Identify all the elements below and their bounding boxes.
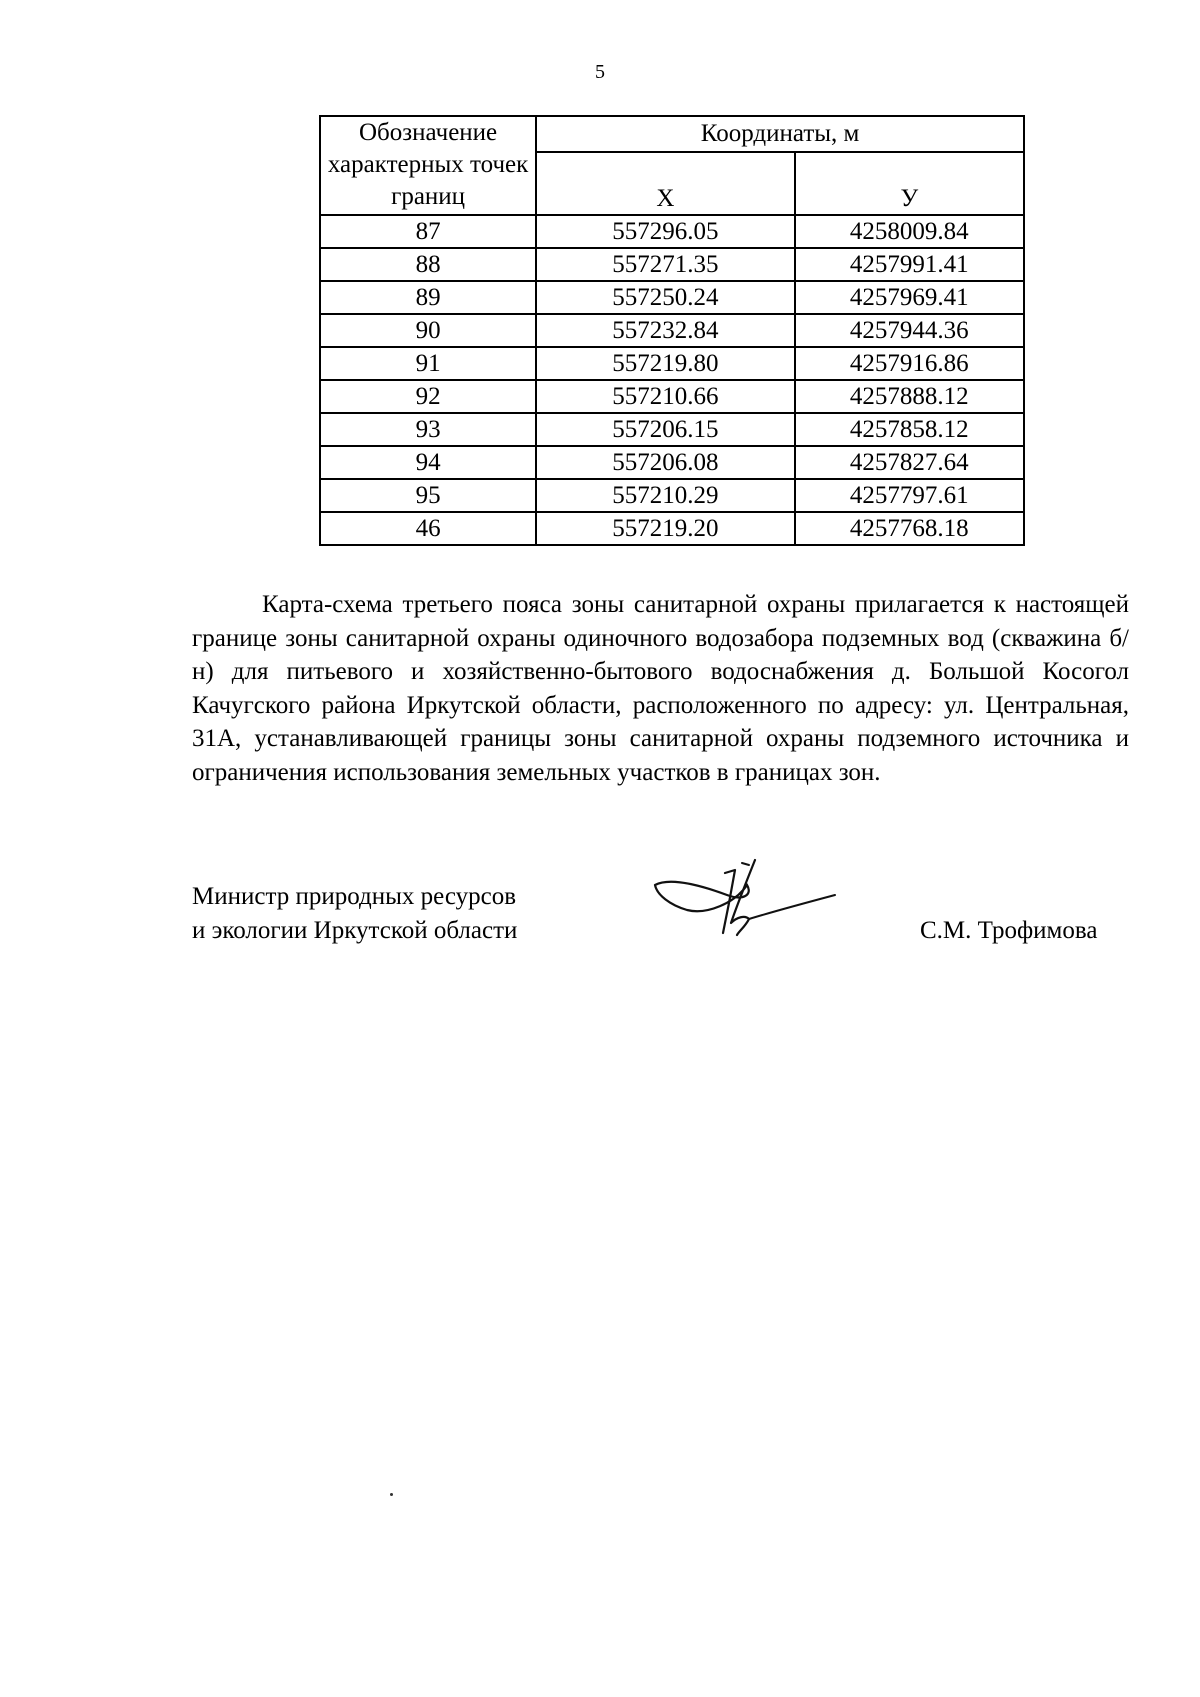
cell-y: 4257944.36 (795, 314, 1024, 347)
table-header-row (320, 116, 1024, 152)
table-row (320, 479, 1024, 512)
cell-x: 557219.80 (536, 347, 794, 380)
scan-dot (390, 1493, 393, 1496)
cell-point: 90 (320, 314, 536, 347)
cell-x: 557210.29 (536, 479, 794, 512)
cell-point: 93 (320, 413, 536, 446)
signer-title-line1: Министр природных ресурсов (192, 883, 517, 910)
table-row (320, 314, 1024, 347)
cell-x: 557219.20 (536, 512, 794, 545)
signer-title (192, 880, 517, 948)
coordinates-table (319, 115, 1025, 546)
cell-point: 89 (320, 281, 536, 314)
table-row (320, 413, 1024, 446)
cell-y: 4257888.12 (795, 380, 1024, 413)
header-point-designation: Обозначение характерных точек границ (320, 116, 536, 215)
signer-name: С.М. Трофимова (920, 917, 1098, 944)
cell-y: 4258009.84 (795, 215, 1024, 248)
cell-point: 95 (320, 479, 536, 512)
cell-x: 557206.08 (536, 446, 794, 479)
header-x: Х (536, 152, 794, 215)
cell-y: 4257969.41 (795, 281, 1024, 314)
header-coordinates: Координаты, м (536, 116, 1024, 152)
cell-point: 88 (320, 248, 536, 281)
table-row (320, 248, 1024, 281)
table-row (320, 512, 1024, 545)
signer-title-line2: и экологии Иркутской области (192, 917, 518, 944)
cell-y: 4257827.64 (795, 446, 1024, 479)
cell-x: 557206.15 (536, 413, 794, 446)
table-row (320, 215, 1024, 248)
table-row (320, 446, 1024, 479)
cell-x: 557250.24 (536, 281, 794, 314)
page-number: 5 (595, 61, 605, 83)
handwritten-signature (645, 855, 840, 965)
cell-y: 4257797.61 (795, 479, 1024, 512)
table-row (320, 281, 1024, 314)
cell-y: 4257858.12 (795, 413, 1024, 446)
cell-y: 4257768.18 (795, 512, 1024, 545)
cell-point: 91 (320, 347, 536, 380)
table-row (320, 380, 1024, 413)
cell-point: 87 (320, 215, 536, 248)
table-row (320, 347, 1024, 380)
cell-point: 94 (320, 446, 536, 479)
cell-y: 4257991.41 (795, 248, 1024, 281)
cell-x: 557296.05 (536, 215, 794, 248)
cell-x: 557210.66 (536, 380, 794, 413)
body-paragraph: Карта-схема третьего пояса зоны санитарной охраны прилагается к настоящей границе зоны санитарной охраны одиночного водозабора подземных вод (скважина б/н) для питьевого и хозяйственно-бытового водоснабжения д. Большой Косогол Качугского района Иркутской области, расположенного по адресу: ул. Центральная, 31А, устанавливающей границы зоны санитарной охраны подземного источника и ограничения использования земельных участков в границах зон. (192, 591, 1129, 786)
cell-x: 557232.84 (536, 314, 794, 347)
header-y: У (795, 152, 1024, 215)
cell-y: 4257916.86 (795, 347, 1024, 380)
cell-point: 92 (320, 380, 536, 413)
cell-x: 557271.35 (536, 248, 794, 281)
cell-point: 46 (320, 512, 536, 545)
